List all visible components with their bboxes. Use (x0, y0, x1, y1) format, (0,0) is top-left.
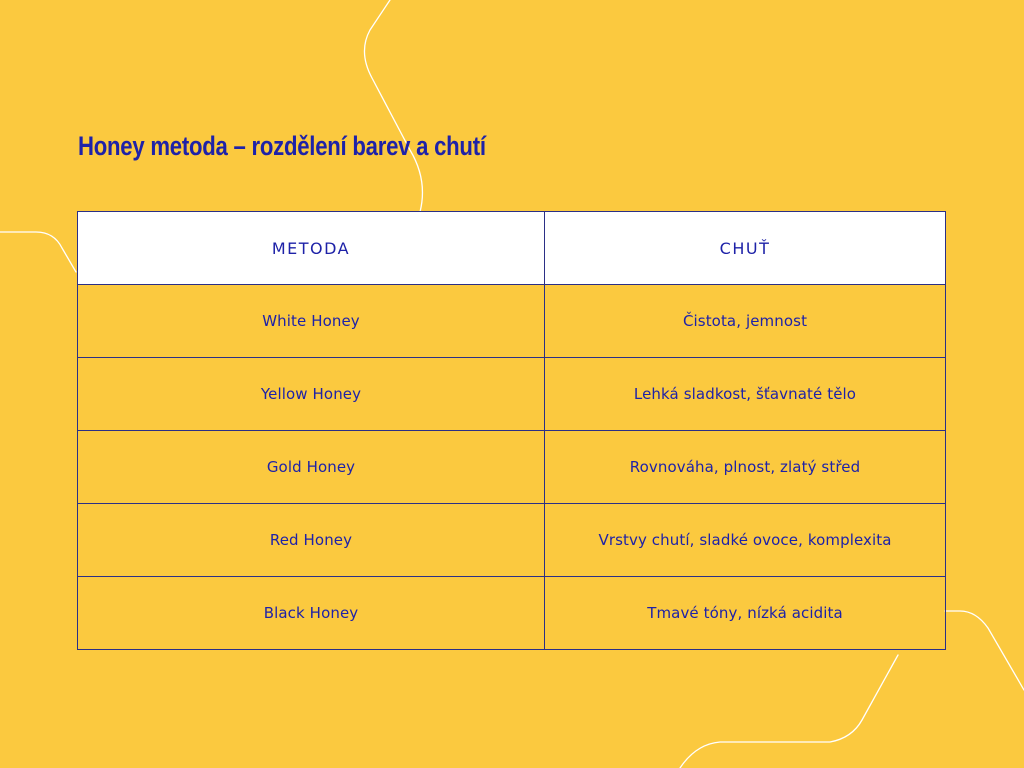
column-header-taste: CHUŤ (545, 212, 946, 285)
page-title: Honey metoda – rozdělení barev a chutí (78, 131, 486, 161)
method-cell: White Honey (78, 285, 545, 358)
decor-line-bottom-right (945, 611, 1024, 690)
table-row (78, 431, 946, 504)
table-row (78, 504, 946, 577)
method-cell: Yellow Honey (78, 358, 545, 431)
table-row (78, 577, 946, 650)
table-header-row (78, 212, 946, 285)
taste-cell: Rovnováha, plnost, zlatý střed (545, 431, 946, 504)
method-cell: Red Honey (78, 504, 545, 577)
honey-method-table (77, 211, 946, 650)
method-cell: Black Honey (78, 577, 545, 650)
taste-cell: Tmavé tóny, nízká acidita (545, 577, 946, 650)
table-row (78, 358, 946, 431)
decor-line-bottom (680, 655, 898, 768)
table-row (78, 285, 946, 358)
column-header-method: METODA (78, 212, 545, 285)
taste-cell: Vrstvy chutí, sladké ovoce, komplexita (545, 504, 946, 577)
taste-cell: Čistota, jemnost (545, 285, 946, 358)
decor-line-left (0, 232, 76, 272)
decor-line-top (364, 0, 422, 212)
method-cell: Gold Honey (78, 431, 545, 504)
taste-cell: Lehká sladkost, šťavnaté tělo (545, 358, 946, 431)
